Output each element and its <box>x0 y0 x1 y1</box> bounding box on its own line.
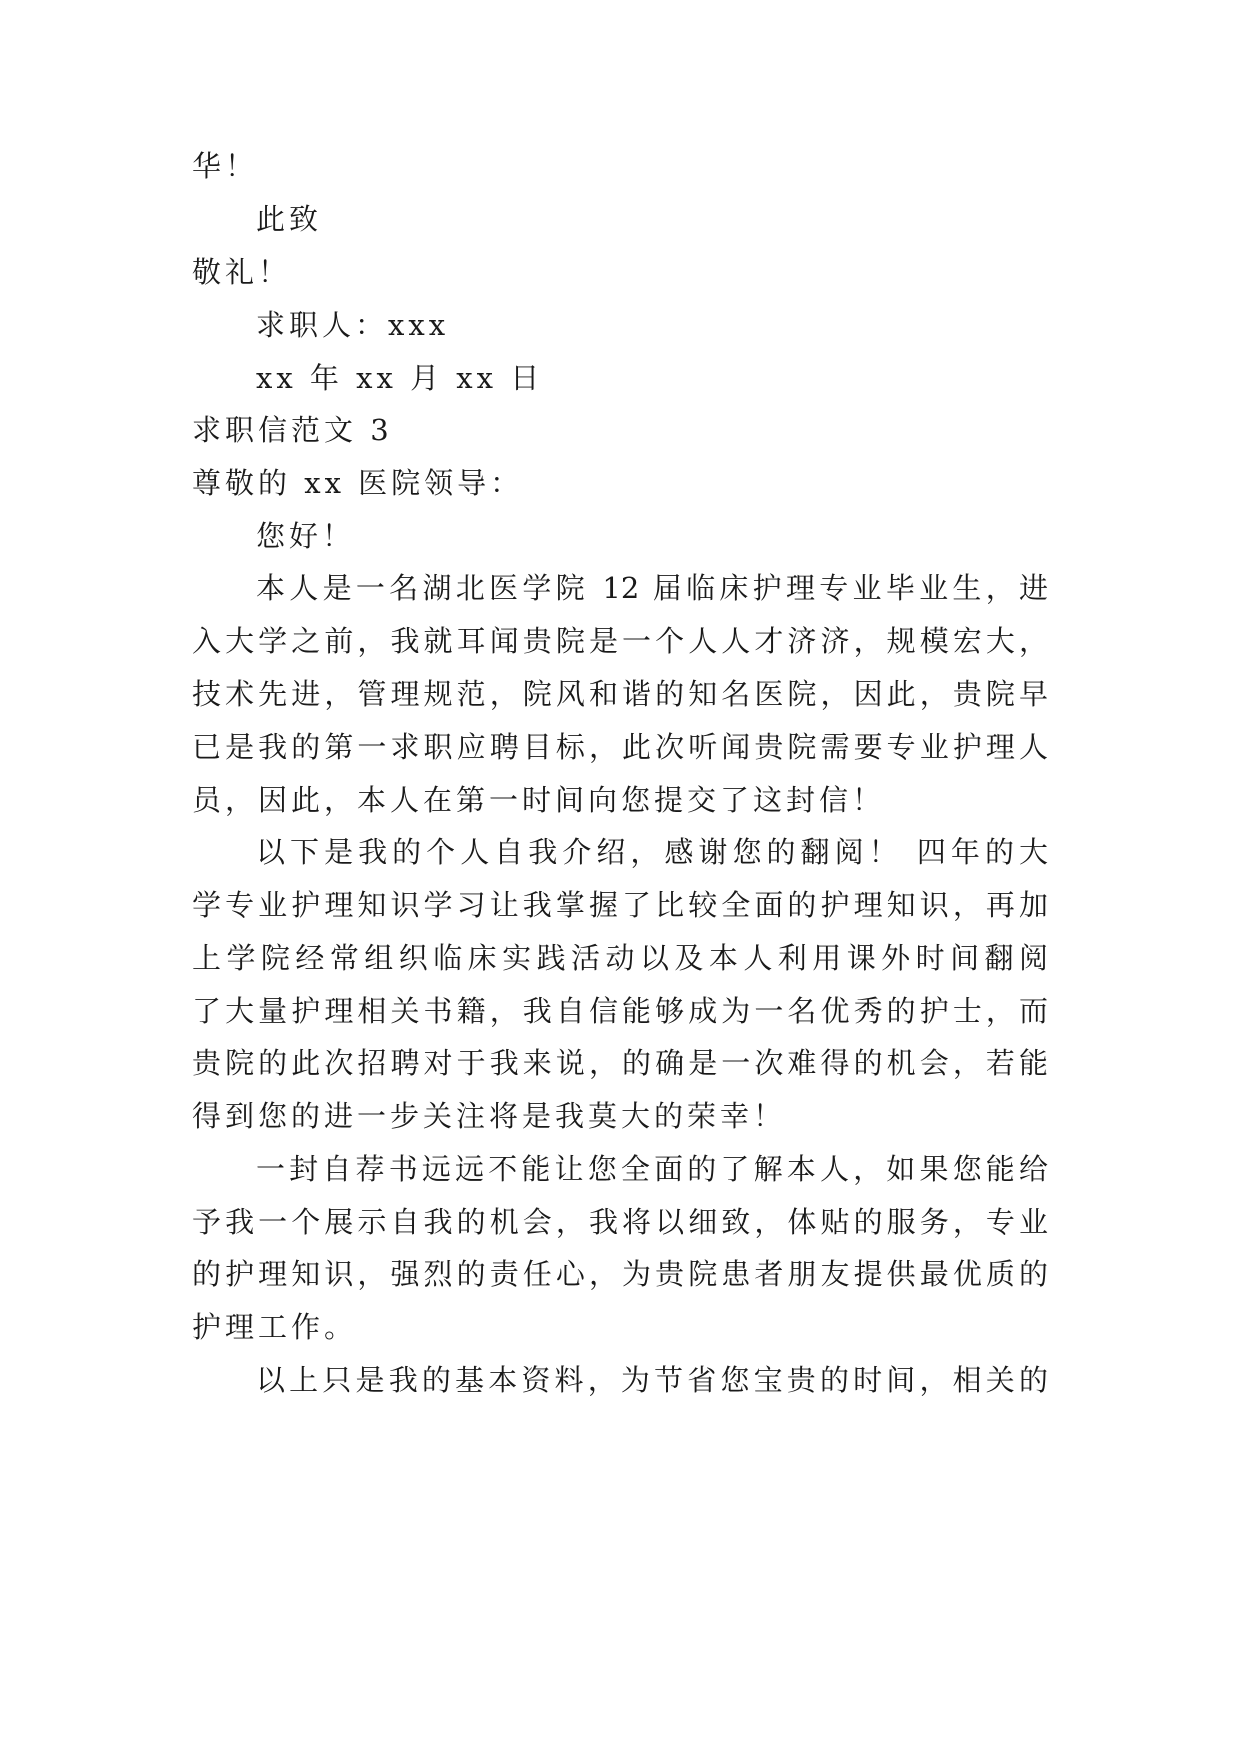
paragraph-line: 已是我的第一求职应聘目标，此次听闻贵院需要专业护理人 <box>192 730 1048 764</box>
salutation-jingli: 敬礼！ <box>192 255 292 289</box>
paragraph-line: 了大量护理相关书籍，我自信能够成为一名优秀的护士，而 <box>192 994 1048 1028</box>
paragraph-line: 学专业护理知识学习让我掌握了比较全面的护理知识，再加 <box>192 888 1048 922</box>
addressee: 尊敬的 xx 医院领导： <box>192 466 524 500</box>
salutation-cizhi: 此致 <box>256 202 323 236</box>
paragraph-line: 以下是我的个人自我介绍，感谢您的翻阅！ 四年的大 <box>256 835 1048 869</box>
date: xx 年 xx 月 xx 日 <box>256 361 544 395</box>
paragraph-line: 护理工作。 <box>192 1310 358 1344</box>
closing-line: 华！ <box>192 149 259 183</box>
paragraph-line: 上学院经常组织临床实践活动以及本人利用课外时间翻阅 <box>192 941 1048 975</box>
paragraph-line: 本人是一名湖北医学院 12 届临床护理专业毕业生，进 <box>256 571 1048 605</box>
signer: 求职人：xxx <box>256 308 450 342</box>
paragraph-line: 一封自荐书远远不能让您全面的了解本人，如果您能给 <box>256 1152 1048 1186</box>
paragraph-line: 贵院的此次招聘对于我来说，的确是一次难得的机会，若能 <box>192 1046 1048 1080</box>
paragraph-line: 技术先进，管理规范，院风和谐的知名医院，因此，贵院早 <box>192 677 1048 711</box>
paragraph-line: 的护理知识，强烈的责任心，为贵院患者朋友提供最优质的 <box>192 1257 1048 1291</box>
paragraph-line: 予我一个展示自我的机会，我将以细致，体贴的服务，专业 <box>192 1205 1048 1239</box>
section-title: 求职信范文 3 <box>192 413 393 447</box>
paragraph-line: 入大学之前，我就耳闻贵院是一个人人才济济，规模宏大， <box>192 624 1048 658</box>
greeting: 您好！ <box>256 519 356 553</box>
paragraph-line: 得到您的进一步关注将是我莫大的荣幸！ <box>192 1099 787 1133</box>
paragraph-line: 以上只是我的基本资料，为节省您宝贵的时间，相关的 <box>256 1363 1048 1397</box>
paragraph-line: 员，因此，本人在第一时间向您提交了这封信！ <box>192 783 886 817</box>
